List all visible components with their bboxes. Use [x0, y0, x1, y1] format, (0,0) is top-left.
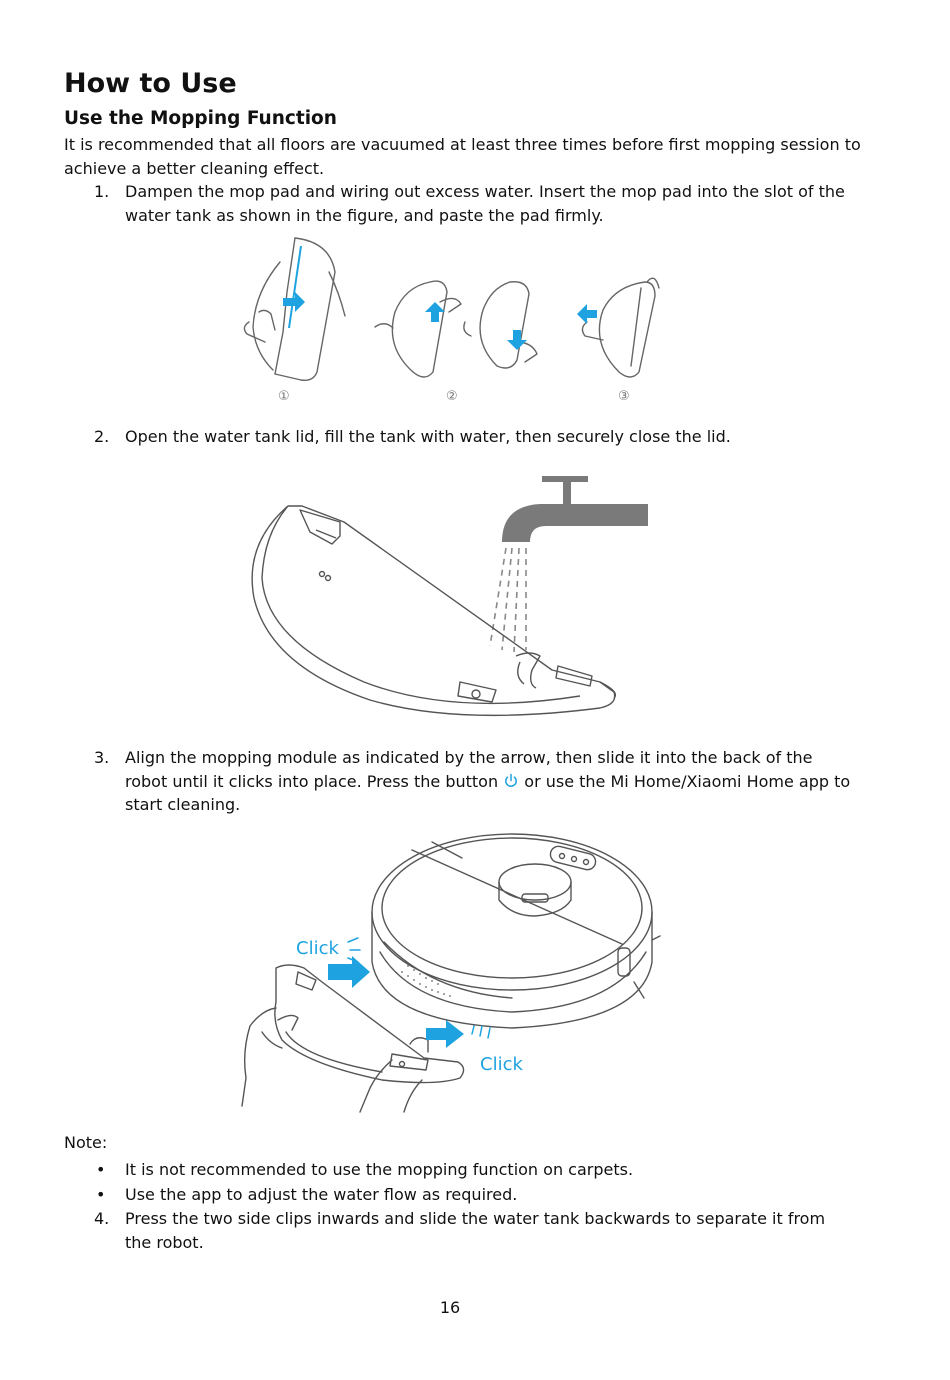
note-text-1: It is not recommended to use the mopping function on carpets.	[125, 1160, 634, 1179]
figure1-label-2: ②	[446, 389, 458, 404]
faucet-icon	[502, 476, 648, 542]
attach-mopping-module-figure	[232, 822, 672, 1134]
step-3-text	[125, 746, 855, 817]
page-number: 16	[439, 1298, 461, 1317]
figure1-label-3: ③	[618, 389, 630, 404]
bullet-icon: •	[96, 1185, 106, 1204]
click-label-top: Click	[296, 938, 339, 959]
step-2-text: Open the water tank lid, fill the tank with water, then securely close the lid.	[125, 427, 731, 446]
note-text-2: Use the app to adjust the water flow as required.	[125, 1185, 518, 1204]
step-4-number: 4.	[94, 1209, 110, 1228]
step-2-number: 2.	[94, 427, 110, 446]
figure1-label-1: ①	[278, 389, 290, 404]
mop-pad-insertion-figure	[235, 232, 675, 407]
note-label: Note:	[64, 1133, 108, 1152]
step-1-text: Dampen the mop pad and wiring out excess water. Insert the mop pad into the slot of the water tank as shown in the figure, and paste the pad firmly.	[125, 182, 845, 225]
bullet-icon: •	[96, 1160, 106, 1179]
step-1-number: 1.	[94, 182, 110, 201]
power-button-icon	[503, 773, 519, 789]
step-3-text-after: or use the Mi Home/Xiaomi Home app to start cleaning.	[125, 771, 851, 814]
section-heading: Use the Mopping Function	[64, 108, 337, 129]
step-3-number: 3.	[94, 748, 110, 767]
page-heading: How to Use	[64, 68, 237, 99]
intro-paragraph: It is recommended that all floors are vacuumed at least three times before first mopping session to achieve a better cleaning effect.	[64, 135, 861, 178]
arrow-icon	[426, 1020, 464, 1048]
arrow-icon	[328, 956, 370, 988]
water-tank-fill-figure	[240, 470, 660, 730]
click-label-bottom: Click	[480, 1054, 523, 1075]
step-3-text-before: Align the mopping module as indicated by the arrow, then slide it into the back of the robot until it clicks into place. Press the button	[125, 748, 813, 791]
step-4-text: Press the two side clips inwards and slide the water tank backwards to separate it from the robot.	[125, 1209, 826, 1252]
